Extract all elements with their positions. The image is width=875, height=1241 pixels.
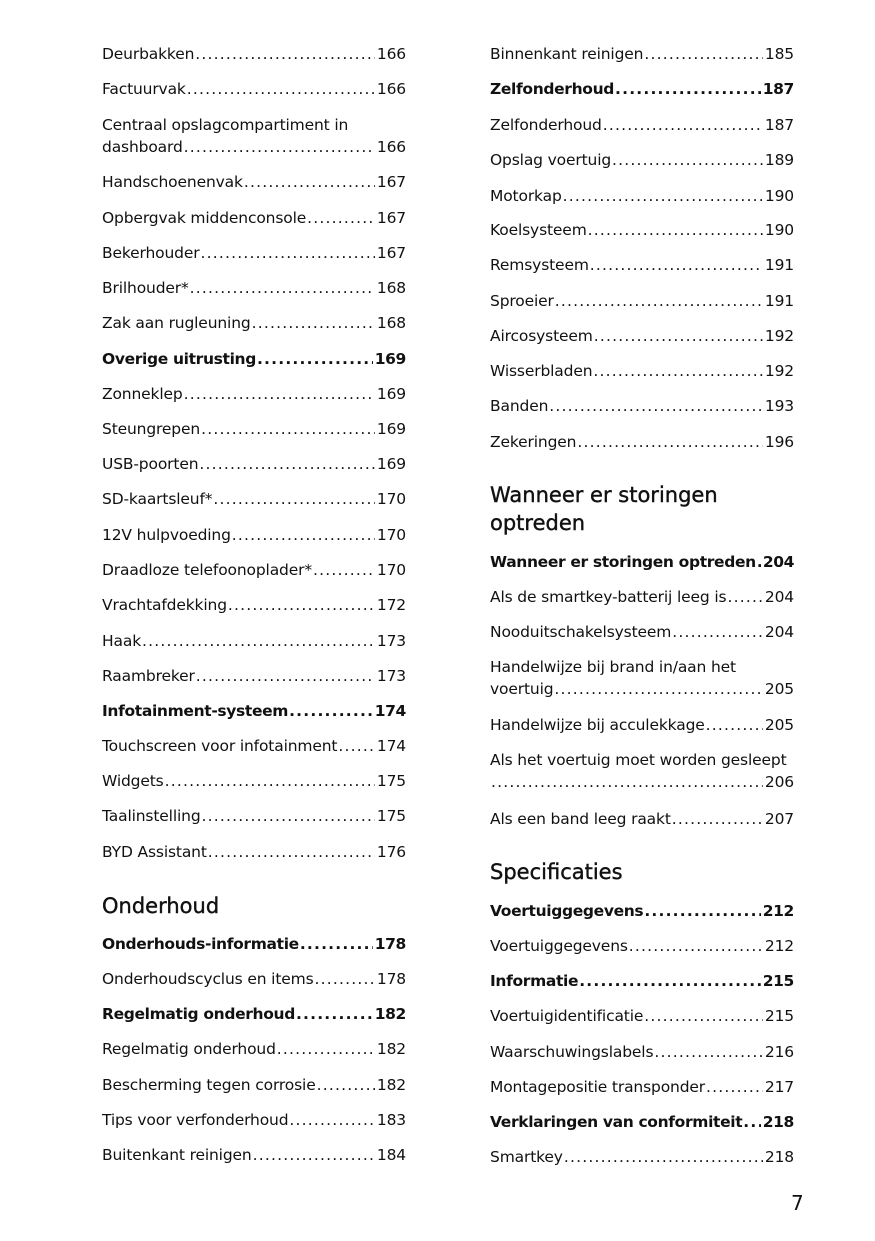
toc-entry-title: Factuurvak bbox=[102, 80, 186, 98]
toc-entry-line bbox=[490, 114, 794, 136]
toc-entry-title: USB-poorten bbox=[102, 455, 199, 473]
toc-entry-buitenkant-reinigen bbox=[102, 1144, 406, 1166]
dot-leader bbox=[338, 735, 375, 757]
toc-page-number: 176 bbox=[376, 843, 406, 861]
toc-page-number: 178 bbox=[374, 935, 406, 953]
dot-leader bbox=[252, 312, 375, 334]
dot-leader bbox=[727, 586, 762, 608]
toc-entry-smartkey bbox=[490, 1146, 794, 1168]
toc-entry-title: Bekerhouder bbox=[102, 244, 200, 262]
toc-page-number: 187 bbox=[762, 80, 794, 98]
toc-entry-title: Regelmatig onderhoud bbox=[102, 1040, 276, 1058]
toc-page-number: 204 bbox=[764, 588, 794, 606]
toc-page-number: 215 bbox=[764, 1007, 794, 1025]
dot-leader bbox=[555, 290, 763, 312]
toc-entry-haak bbox=[102, 630, 406, 652]
toc-entry-line bbox=[490, 900, 794, 922]
dot-leader bbox=[554, 678, 762, 700]
toc-entry-onderhouds-informatie bbox=[102, 933, 406, 955]
toc-entry-line bbox=[102, 242, 406, 264]
toc-page-number: 192 bbox=[764, 327, 794, 345]
toc-entry-touchscreen-voor-infotainment bbox=[102, 735, 406, 757]
dot-leader bbox=[196, 665, 375, 687]
dot-leader bbox=[757, 551, 761, 573]
toc-page-number: 166 bbox=[376, 80, 406, 98]
toc-entry-title: Centraal opslagcompartiment in bbox=[102, 116, 349, 134]
toc-page-number: 169 bbox=[376, 420, 406, 438]
toc-entry-voertuiggegevens bbox=[490, 935, 794, 957]
toc-entry-title: Motorkap bbox=[490, 187, 562, 205]
toc-entry-title: Wisserbladen bbox=[490, 362, 593, 380]
dot-leader bbox=[706, 714, 763, 736]
dot-leader bbox=[142, 630, 375, 652]
toc-entry-title: Bescherming tegen corrosie bbox=[102, 1076, 316, 1094]
toc-entry-line bbox=[102, 559, 406, 581]
toc-page-number: 183 bbox=[376, 1111, 406, 1129]
dot-leader bbox=[313, 559, 375, 581]
toc-page-number: 215 bbox=[762, 972, 794, 990]
toc-page-number: 166 bbox=[376, 45, 406, 63]
toc-page-number: 204 bbox=[764, 623, 794, 641]
toc-entry-title: Zak aan rugleuning bbox=[102, 314, 251, 332]
toc-entry-line bbox=[490, 970, 794, 992]
dot-leader bbox=[588, 219, 763, 241]
toc-entry-title: Als een band leeg raakt bbox=[490, 810, 671, 828]
dot-leader bbox=[232, 524, 375, 546]
toc-entry-title: Zonneklep bbox=[102, 385, 183, 403]
toc-entry-line bbox=[102, 171, 406, 193]
toc-entry-title: Als het voertuig moet worden gesleept bbox=[490, 751, 787, 769]
toc-page-number: 178 bbox=[376, 970, 406, 988]
toc-entry-title: Taalinstelling bbox=[102, 807, 201, 825]
toc-entry-title: Touchscreen voor infotainment bbox=[102, 737, 338, 755]
toc-page-number: 205 bbox=[764, 680, 794, 698]
toc-entry-sd-kaartsleuf bbox=[102, 488, 406, 510]
toc-page-number: 166 bbox=[376, 138, 406, 156]
toc-entry-line bbox=[102, 453, 406, 475]
toc-entry-title: Binnenkant reinigen bbox=[490, 45, 644, 63]
toc-entry-aircosysteem bbox=[490, 325, 794, 347]
toc-entry-banden bbox=[490, 395, 794, 417]
toc-entry-title: Verklaringen van conformiteit bbox=[490, 1113, 743, 1131]
toc-entry-taalinstelling bbox=[102, 805, 406, 827]
dot-leader bbox=[612, 149, 763, 171]
dot-leader bbox=[644, 1005, 763, 1027]
toc-entry-line bbox=[490, 43, 794, 65]
toc-entry-line bbox=[490, 808, 794, 830]
dot-leader bbox=[165, 770, 375, 792]
toc-page-number: 175 bbox=[376, 772, 406, 790]
toc-entry-title: Overige uitrusting bbox=[102, 350, 256, 368]
page-number: 7 bbox=[791, 1191, 804, 1215]
toc-entry-zelfonderhoud bbox=[490, 114, 794, 136]
toc-entry-voertuiggegevens bbox=[490, 900, 794, 922]
toc-entry-wisserbladen bbox=[490, 360, 794, 382]
toc-entry-line bbox=[102, 805, 406, 827]
toc-entry-line bbox=[490, 431, 794, 453]
toc-page-number: 169 bbox=[376, 455, 406, 473]
dot-leader bbox=[307, 207, 375, 229]
toc-entry-title: Remsysteem bbox=[490, 256, 589, 274]
toc-entry-byd-assistant bbox=[102, 841, 406, 863]
toc-entry-line bbox=[102, 594, 406, 616]
toc-entry-title: SD-kaartsleuf* bbox=[102, 490, 213, 508]
toc-entry-title: Opbergvak middenconsole bbox=[102, 209, 307, 227]
toc-entry-title: Infotainment-systeem bbox=[102, 702, 289, 720]
toc-entry-onderhoudscyclus-en-items bbox=[102, 968, 406, 990]
toc-entry-title: Waarschuwingslabels bbox=[490, 1043, 654, 1061]
toc-page-number: 167 bbox=[376, 209, 406, 227]
dot-leader bbox=[743, 1111, 760, 1133]
toc-entry-regelmatig-onderhoud bbox=[102, 1003, 406, 1025]
toc-entry-line bbox=[490, 290, 794, 312]
dot-leader bbox=[577, 431, 763, 453]
toc-entry-wanneer-er-storingen-optreden bbox=[490, 551, 794, 573]
dot-leader bbox=[257, 348, 373, 370]
toc-page-number: 190 bbox=[764, 187, 794, 205]
toc-entry-line bbox=[490, 254, 794, 276]
toc-entry-line bbox=[490, 78, 794, 100]
toc-entry-motorkap bbox=[490, 185, 794, 207]
toc-entry-title: 12V hulpvoeding bbox=[102, 526, 231, 544]
toc-entry-verklaringen-van-conformiteit bbox=[490, 1111, 794, 1133]
toc-entry-line bbox=[102, 1003, 406, 1025]
toc-entry-line bbox=[102, 207, 406, 229]
dot-leader bbox=[615, 78, 761, 100]
toc-page-number: 191 bbox=[764, 256, 794, 274]
toc-entry-title: Koelsysteem bbox=[490, 221, 587, 239]
dot-leader bbox=[672, 808, 763, 830]
dot-leader bbox=[629, 935, 763, 957]
toc-entry-line bbox=[490, 395, 794, 417]
dot-leader bbox=[315, 968, 375, 990]
toc-entry-zak-aan-rugleuning bbox=[102, 312, 406, 334]
toc-page-number: 207 bbox=[764, 810, 794, 828]
toc-page-number: 191 bbox=[764, 292, 794, 310]
toc-entry-title: Voertuiggegevens bbox=[490, 937, 628, 955]
toc-page-number: 170 bbox=[376, 490, 406, 508]
toc-entry-infotainment-systeem bbox=[102, 700, 406, 722]
dot-leader bbox=[202, 805, 375, 827]
toc-entry-line bbox=[490, 678, 794, 700]
toc-page-number: 218 bbox=[762, 1113, 794, 1131]
section-heading bbox=[490, 858, 623, 886]
toc-entry-title: Sproeier bbox=[490, 292, 554, 310]
toc-entry-title: Handelwijze bij acculekkage bbox=[490, 716, 705, 734]
dot-leader bbox=[654, 1041, 762, 1063]
toc-page-number: 175 bbox=[376, 807, 406, 825]
toc-entry-handelwijze-bij-acculekkage bbox=[490, 714, 794, 736]
toc-entry-vrachtafdekking bbox=[102, 594, 406, 616]
dot-leader bbox=[289, 700, 373, 722]
toc-entry-line bbox=[490, 219, 794, 241]
toc-page-number: 217 bbox=[764, 1078, 794, 1096]
toc-entry-line bbox=[102, 312, 406, 334]
dot-leader bbox=[190, 277, 375, 299]
toc-entry-remsysteem bbox=[490, 254, 794, 276]
toc-entry-factuurvak bbox=[102, 78, 406, 100]
toc-entry-overige-uitrusting bbox=[102, 348, 406, 370]
section-heading-line: Onderhoud bbox=[102, 894, 220, 918]
toc-entry-title: Banden bbox=[490, 397, 549, 415]
dot-leader bbox=[706, 1076, 763, 1098]
dot-leader bbox=[277, 1038, 375, 1060]
toc-entry-montagepositie-transponder bbox=[490, 1076, 794, 1098]
toc-entry-line bbox=[102, 1038, 406, 1060]
toc-entry-line bbox=[102, 418, 406, 440]
toc-entry-zelfonderhoud bbox=[490, 78, 794, 100]
toc-page-number: 216 bbox=[764, 1043, 794, 1061]
toc-page-number: 185 bbox=[764, 45, 794, 63]
section-heading-line: Wanneer er storingen bbox=[490, 483, 718, 507]
toc-entry-zonneklep bbox=[102, 383, 406, 405]
toc-entry-title: Zekeringen bbox=[490, 433, 577, 451]
toc-page-number: 182 bbox=[376, 1040, 406, 1058]
dot-leader bbox=[200, 242, 374, 264]
toc-entry-nooduitschakelsysteem bbox=[490, 621, 794, 643]
dot-leader bbox=[201, 418, 375, 440]
toc-entry-bescherming-tegen-corrosie bbox=[102, 1074, 406, 1096]
section-heading-line: optreden bbox=[490, 511, 586, 535]
toc-entry-line bbox=[490, 360, 794, 382]
toc-entry-line bbox=[102, 524, 406, 546]
section-heading bbox=[102, 892, 219, 920]
toc-entry-title: Draadloze telefoonoplader* bbox=[102, 561, 312, 579]
toc-entry-raambreker bbox=[102, 665, 406, 687]
toc-page-number: 192 bbox=[764, 362, 794, 380]
toc-entry-bekerhouder bbox=[102, 242, 406, 264]
toc-entry-als-een-band-leeg-raakt bbox=[490, 808, 794, 830]
toc-entry-title-continued: dashboard bbox=[102, 138, 183, 156]
toc-entry-title: Raambreker bbox=[102, 667, 195, 685]
toc-entry-line bbox=[102, 383, 406, 405]
dot-leader bbox=[564, 1146, 763, 1168]
toc-entry-als-het-voertuig-moet-worden-gesleept bbox=[490, 749, 794, 793]
toc-entry-title: Aircosysteem bbox=[490, 327, 593, 345]
toc-page-number: 172 bbox=[376, 596, 406, 614]
toc-entry-usb-poorten bbox=[102, 453, 406, 475]
toc-entry-title: Montagepositie transponder bbox=[490, 1078, 706, 1096]
toc-entry-line bbox=[102, 933, 406, 955]
toc-entry-title: Tips voor verfonderhoud bbox=[102, 1111, 289, 1129]
toc-page-number: 173 bbox=[376, 632, 406, 650]
toc-entry-line bbox=[490, 1111, 794, 1133]
dot-leader bbox=[644, 43, 763, 65]
toc-entry-brilhouder bbox=[102, 277, 406, 299]
toc-entry-title: Vrachtafdekking bbox=[102, 596, 227, 614]
toc-page-number: 167 bbox=[376, 244, 406, 262]
toc-entry-line bbox=[490, 185, 794, 207]
toc-page-number: 168 bbox=[376, 314, 406, 332]
dot-leader bbox=[228, 594, 375, 616]
toc-entry-waarschuwingslabels bbox=[490, 1041, 794, 1063]
dot-leader bbox=[491, 771, 763, 793]
toc-entry-title: Onderhoudscyclus en items bbox=[102, 970, 314, 988]
toc-entry-title: Informatie bbox=[490, 972, 579, 990]
toc-page-number: 168 bbox=[376, 279, 406, 297]
toc-entry-koelsysteem bbox=[490, 219, 794, 241]
toc-page-number: 174 bbox=[374, 702, 406, 720]
toc-entry-12v-hulpvoeding bbox=[102, 524, 406, 546]
toc-entry-line bbox=[102, 78, 406, 100]
toc-page-number: 204 bbox=[762, 553, 795, 571]
toc-entry-line bbox=[102, 277, 406, 299]
toc-entry-line bbox=[102, 43, 406, 65]
toc-entry-title: Buitenkant reinigen bbox=[102, 1146, 252, 1164]
dot-leader bbox=[195, 43, 375, 65]
toc-page-number: 170 bbox=[376, 561, 406, 579]
toc-entry-title: Wanneer er storingen optreden bbox=[490, 553, 756, 571]
toc-page-number: 169 bbox=[374, 350, 406, 368]
dot-leader bbox=[289, 1109, 374, 1131]
toc-entry-line bbox=[490, 621, 794, 643]
toc-page-number: 190 bbox=[764, 221, 794, 239]
toc-page-number: 218 bbox=[764, 1148, 794, 1166]
toc-entry-line bbox=[490, 1005, 794, 1027]
toc-entry-line bbox=[102, 770, 406, 792]
toc-entry-tips-voor-verfonderhoud bbox=[102, 1109, 406, 1131]
toc-entry-steungrepen bbox=[102, 418, 406, 440]
toc-page-number: 184 bbox=[376, 1146, 406, 1164]
toc-page-number: 212 bbox=[762, 902, 794, 920]
toc-entry-line bbox=[102, 841, 406, 863]
toc-entry-title: Smartkey bbox=[490, 1148, 563, 1166]
dot-leader bbox=[199, 453, 374, 475]
toc-entry-regelmatig-onderhoud bbox=[102, 1038, 406, 1060]
toc-entry-handelwijze-bij-brand-in-aan-het bbox=[490, 656, 794, 700]
toc-entry-line bbox=[102, 1144, 406, 1166]
toc-page-number: 169 bbox=[376, 385, 406, 403]
toc-entry-line bbox=[490, 771, 794, 793]
toc-entry-title: Steungrepen bbox=[102, 420, 201, 438]
dot-leader bbox=[244, 171, 375, 193]
toc-entry-handschoenenvak bbox=[102, 171, 406, 193]
toc-page-number: 212 bbox=[764, 937, 794, 955]
toc-entry-title: Haak bbox=[102, 632, 142, 650]
dot-leader bbox=[253, 1144, 375, 1166]
dot-leader bbox=[187, 78, 375, 100]
dot-leader bbox=[603, 114, 763, 136]
dot-leader bbox=[184, 136, 375, 158]
toc-entry-line bbox=[490, 149, 794, 171]
toc-page-number: 187 bbox=[764, 116, 794, 134]
toc-page-number: 182 bbox=[376, 1076, 406, 1094]
dot-leader bbox=[300, 933, 373, 955]
toc-entry-title: Voertuiggegevens bbox=[490, 902, 644, 920]
toc-entry-line bbox=[102, 348, 406, 370]
toc-entry-title: Zelfonderhoud bbox=[490, 80, 615, 98]
section-heading bbox=[490, 481, 718, 537]
toc-entry-binnenkant-reinigen bbox=[490, 43, 794, 65]
dot-leader bbox=[184, 383, 375, 405]
toc-entry-line bbox=[102, 968, 406, 990]
toc-entry-line bbox=[102, 1074, 406, 1096]
toc-page-number: 196 bbox=[764, 433, 794, 451]
dot-leader bbox=[208, 841, 375, 863]
toc-page-number: 182 bbox=[374, 1005, 406, 1023]
dot-leader bbox=[317, 1074, 375, 1096]
toc-page-number: 174 bbox=[376, 737, 406, 755]
toc-entry-line bbox=[102, 665, 406, 687]
toc-page-number: 189 bbox=[764, 151, 794, 169]
toc-entry-title: Voertuigidentificatie bbox=[490, 1007, 644, 1025]
dot-leader bbox=[296, 1003, 373, 1025]
toc-entry-line bbox=[490, 1146, 794, 1168]
toc-entry-title: BYD Assistant bbox=[102, 843, 207, 861]
dot-leader bbox=[549, 395, 763, 417]
toc-entry-title: Handschoenenvak bbox=[102, 173, 243, 191]
toc-entry-centraal-opslagcompartiment-in bbox=[102, 114, 406, 158]
toc-entry-opbergvak-middenconsole bbox=[102, 207, 406, 229]
toc-entry-title-continued: voertuig bbox=[490, 680, 554, 698]
toc-entry-line bbox=[490, 1076, 794, 1098]
toc-entry-line bbox=[102, 630, 406, 652]
toc-entry-title: Handelwijze bij brand in/aan het bbox=[490, 658, 736, 676]
toc-entry-title: Als de smartkey-batterij leeg is bbox=[490, 588, 727, 606]
toc-page-number: 173 bbox=[376, 667, 406, 685]
dot-leader bbox=[644, 900, 760, 922]
toc-entry-line bbox=[102, 1109, 406, 1131]
toc-entry-title: Deurbakken bbox=[102, 45, 195, 63]
toc-entry-line bbox=[490, 1041, 794, 1063]
toc-page-number: 167 bbox=[376, 173, 406, 191]
toc-entry-title: Onderhouds-informatie bbox=[102, 935, 299, 953]
toc-entry-widgets bbox=[102, 770, 406, 792]
toc-entry-voertuigidentificatie bbox=[490, 1005, 794, 1027]
toc-entry-zekeringen bbox=[490, 431, 794, 453]
dot-leader bbox=[593, 360, 762, 382]
dot-leader bbox=[213, 488, 374, 510]
dot-leader bbox=[579, 970, 761, 992]
dot-leader bbox=[563, 185, 763, 207]
toc-page-number: 205 bbox=[764, 716, 794, 734]
dot-leader bbox=[590, 254, 763, 276]
toc-entry-line bbox=[490, 551, 794, 573]
toc-entry-sproeier bbox=[490, 290, 794, 312]
toc-entry-line bbox=[490, 586, 794, 608]
toc-entry-line bbox=[102, 488, 406, 510]
toc-entry-line bbox=[102, 735, 406, 757]
toc-entry-informatie bbox=[490, 970, 794, 992]
toc-entry-title: Regelmatig onderhoud bbox=[102, 1005, 295, 1023]
toc-entry-line bbox=[490, 714, 794, 736]
toc-entry-draadloze-telefoonoplader bbox=[102, 559, 406, 581]
toc-entry-title: Nooduitschakelsysteem bbox=[490, 623, 672, 641]
toc-entry-opslag-voertuig bbox=[490, 149, 794, 171]
toc-page-number: 206 bbox=[764, 773, 794, 791]
dot-leader bbox=[672, 621, 763, 643]
section-heading-line: Specificaties bbox=[490, 860, 623, 884]
toc-entry-title: Zelfonderhoud bbox=[490, 116, 602, 134]
toc-entry-line bbox=[102, 136, 406, 158]
toc-entry-deurbakken bbox=[102, 43, 406, 65]
toc-entry-title: Brilhouder* bbox=[102, 279, 189, 297]
dot-leader bbox=[594, 325, 763, 347]
toc-entry-line bbox=[490, 325, 794, 347]
toc-entry-als-de-smartkey-batterij-leeg-is bbox=[490, 586, 794, 608]
toc-entry-title: Widgets bbox=[102, 772, 164, 790]
toc-page-number: 193 bbox=[764, 397, 794, 415]
toc-entry-line bbox=[490, 935, 794, 957]
toc-entry-line bbox=[102, 700, 406, 722]
toc-page-number: 170 bbox=[376, 526, 406, 544]
toc-entry-title: Opslag voertuig bbox=[490, 151, 612, 169]
